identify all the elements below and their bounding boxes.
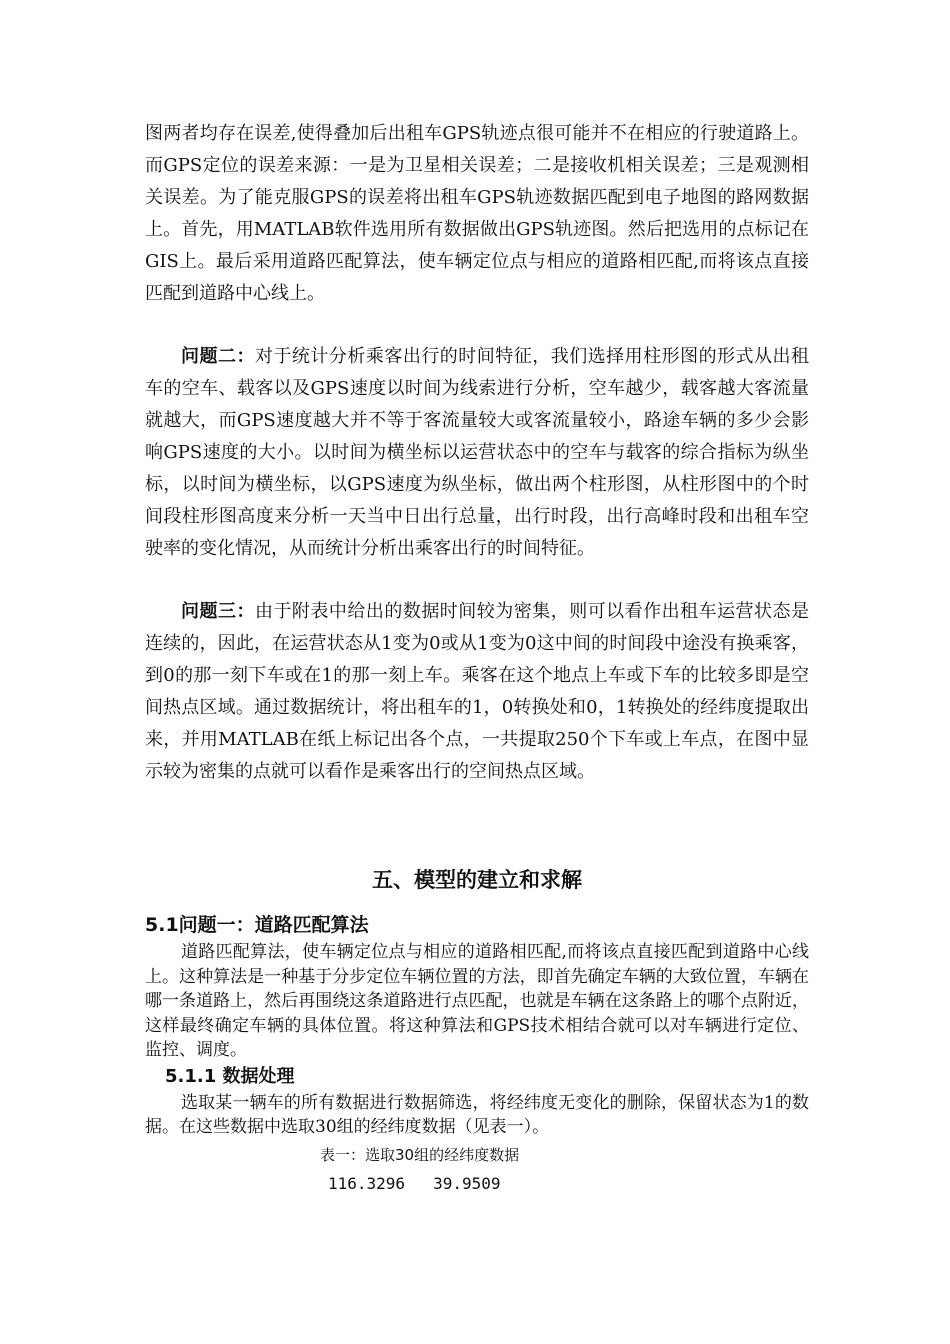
section-gap (145, 788, 809, 864)
problem-three-text: 由于附表中给出的数据时间较为密集，则可以看作出租车运营状态是连续的，因此，在运营状态从1变为0或从1变为0这中间的时间段中途没有换乘客，到0的那一刻下车或在1的那一刻上车。乘客在这个地点上车或下车的比较多即是空间热点区域。通过数据统计，将出租车的1，0转换处和0，1转换处的经纬度提取出来，并用MATLAB在纸上标记出各个点，一共提取250个下车或上车点，在图中显示较为密集的点就可以看作是乘客出行的空间热点区域。 (145, 601, 810, 782)
section-five-title: 五、模型的建立和求解 (372, 868, 582, 892)
document-page (145, 118, 809, 1196)
intro-paragraph: 图两者均存在误差,使得叠加后出租车GPS轨迹点很可能并不在相应的行驶道路上。而GPS定位的误差来源：一是为卫星相关误差；二是接收机相关误差；三是观测相关误差。为了能克服GPS的误差将出租车GPS轨迹数据匹配到电子地图的路网数据上。首先，用MATLAB软件选用所有数据做出GPS轨迹图。然后把选用的点标记在GIS上。最后采用道路匹配算法，使车辆定位点与相应的道路相匹配,而将该点直接匹配到道路中心线上。 (145, 123, 809, 304)
subsection-5-1-heading: 5.1问题一：道路匹配算法 (145, 914, 369, 936)
paragraph-gap (145, 565, 809, 596)
heading-gap (145, 896, 809, 910)
problem-two-label: 问题二： (181, 346, 255, 367)
problem-two-text: 对于统计分析乘客出行的时间特征，我们选择用柱形图的形式从出租车的空车、载客以及GPS速度以时间为线索进行分析，空车越少，载客越大客流量就越大，而GPS速度越大并不等于客流量较大或客流量较小，路途车辆的多少会影响GPS速度的大小。以时间为横坐标以运营状态中的空车与载客的综合指标为纵坐标，以时间为横坐标，以GPS速度为纵坐标，做出两个柱形图，从柱形图中的个时间段柱形图高度来分析一天当中日出行总量，出行时段，出行高峰时段和出租车空驶率的变化情况，从而统计分析出乘客出行的时间特征。 (145, 346, 810, 559)
problem-three-paragraph (145, 596, 809, 788)
problem-two-paragraph (145, 341, 809, 565)
subsection-5-1-1-heading: 5.1.1 数据处理 (165, 1065, 295, 1087)
table-cell-latitude: 39.9509 (433, 1173, 501, 1193)
subsection-5-1-1-text: 选取某一辆车的所有数据进行数据筛选，将经纬度无变化的删除，保留状态为1的数据。在这些数据中选取30组的经纬度数据（见表一）。 (145, 1092, 809, 1137)
table-one-row (145, 1172, 809, 1196)
table-cell-longitude: 116.3296 (328, 1173, 406, 1193)
problem-three-label: 问题三： (181, 601, 255, 622)
table-one-caption: 表一：选取30组的经纬度数据 (320, 1145, 520, 1164)
paragraph-gap (145, 310, 809, 341)
subsection-5-1-text: 道路匹配算法，使车辆定位点与相应的道路相匹配,而将该点直接匹配到道路中心线上。这种算法是一种基于分步定位车辆位置的方法，即首先确定车辆的大致位置，车辆在哪一条道路上，然后再围绕这条道路进行点匹配，也就是车辆在这条路上的哪个点附近，这样最终确定车辆的具体位置。将这种算法和GPS技术相结合就可以对车辆进行定位、监控、调度。 (145, 942, 809, 1060)
